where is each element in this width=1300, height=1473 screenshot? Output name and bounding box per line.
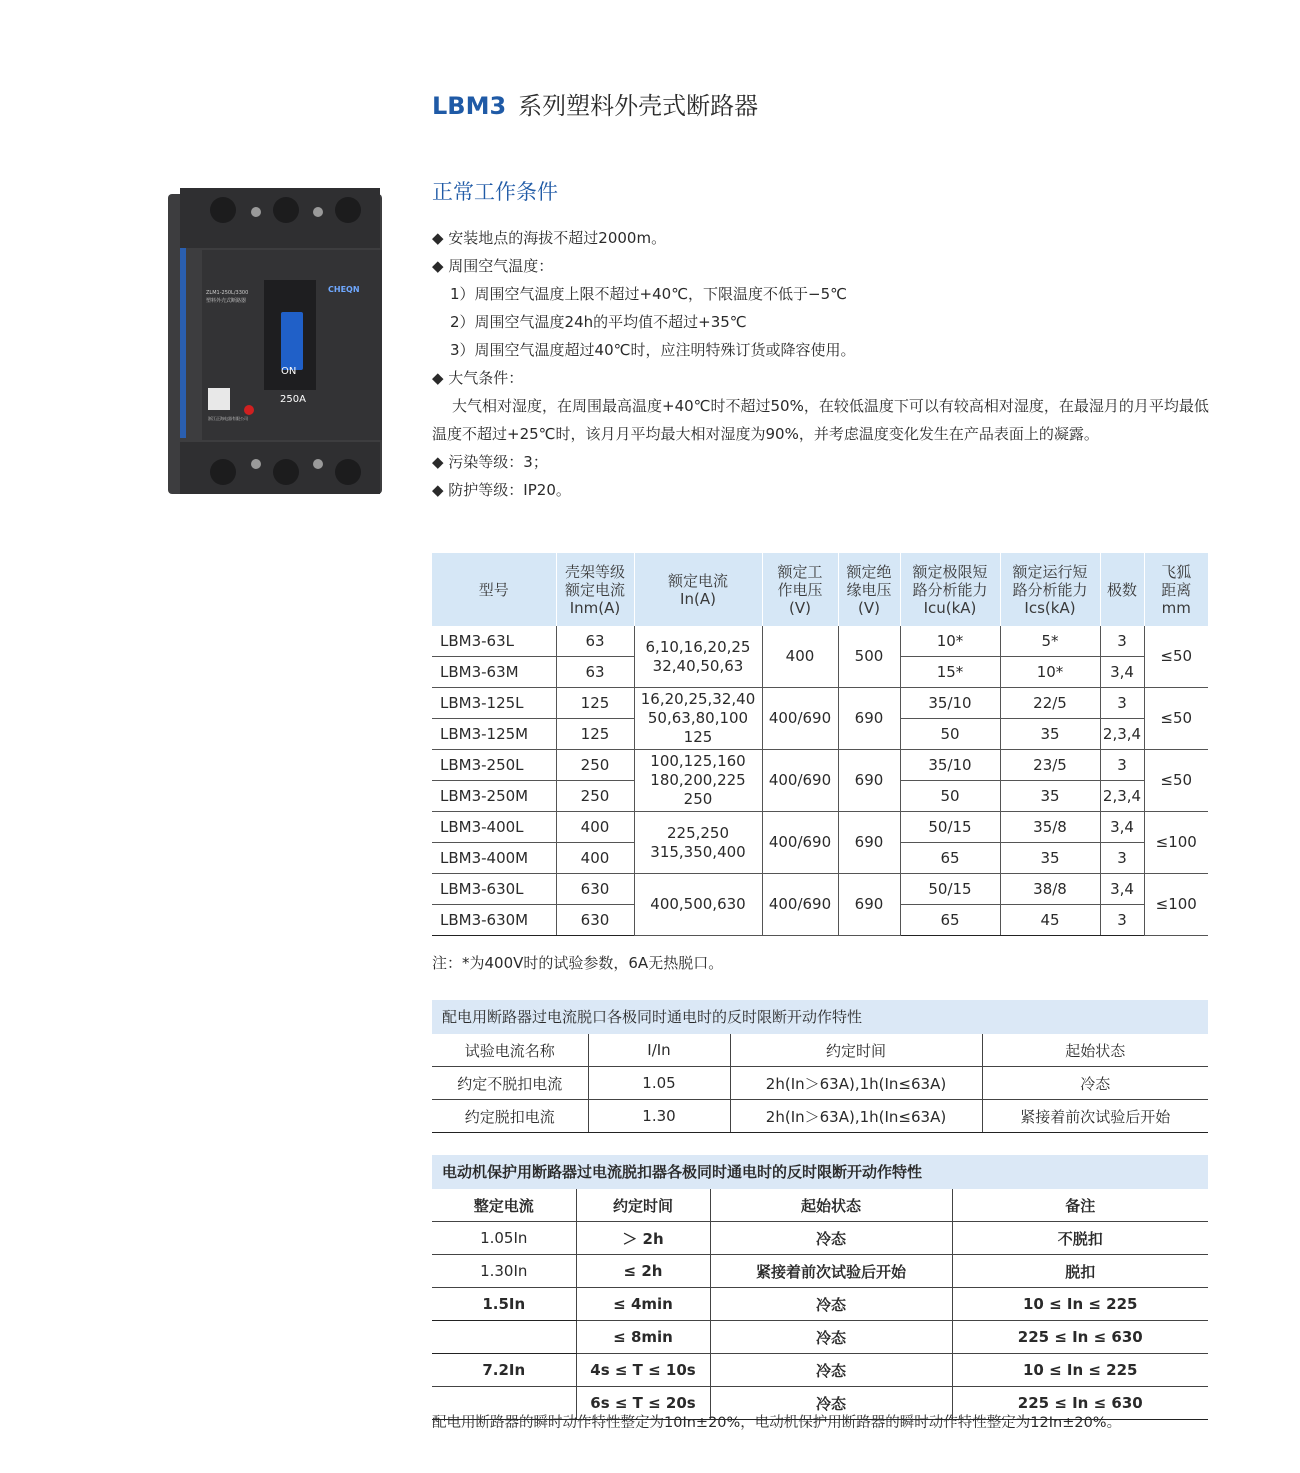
- spec-note: 注：*为400V时的试验参数，6A无热脱口。: [432, 954, 724, 972]
- spec-cell: LBM3-630M: [432, 905, 556, 936]
- table3-title: 电动机保护用断路器过电流脱扣器各极同时通电时的反时限断开动作特性: [432, 1155, 1208, 1189]
- table2-cell: 1.05: [588, 1067, 730, 1100]
- table-row: [432, 688, 1208, 719]
- table3-cell: 225 ≤ In ≤ 630: [952, 1321, 1208, 1354]
- condition-line: 1）周围空气温度上限不超过+40℃，下限温度不低于−5℃: [450, 285, 848, 303]
- spec-cell: ≤100: [1144, 874, 1208, 936]
- table3-cell: 不脱扣: [952, 1222, 1208, 1255]
- spec-cell: 10*: [1000, 657, 1100, 688]
- spec-cell: LBM3-250M: [432, 781, 556, 812]
- spec-cell: 400/690: [762, 750, 838, 812]
- breaker-product-image: [168, 188, 388, 496]
- table-row: [432, 812, 1208, 843]
- spec-header: 型号: [432, 553, 556, 626]
- spec-cell: 23/5: [1000, 750, 1100, 781]
- spec-cell: 690: [838, 812, 900, 874]
- table3-cell: 4s ≤ T ≤ 10s: [576, 1354, 710, 1387]
- spec-cell: ≤50: [1144, 688, 1208, 750]
- table3-cell: 7.2In: [432, 1354, 576, 1387]
- spec-table: [432, 553, 1208, 936]
- distribution-trip-table: [432, 1034, 1208, 1133]
- spec-header: 额定电流 In(A): [634, 553, 762, 626]
- table3-header-row: [432, 1189, 1208, 1222]
- table3-cell: 冷态: [710, 1387, 952, 1420]
- title-name: 系列塑料外壳式断路器: [518, 92, 759, 120]
- table3-cell: 冷态: [710, 1354, 952, 1387]
- spec-cell: 6,10,16,20,25 32,40,50,63: [634, 626, 762, 688]
- spec-cell: 250: [556, 781, 634, 812]
- table3-cell: 冷态: [710, 1288, 952, 1321]
- spec-cell: 35/10: [900, 750, 1000, 781]
- table3-cell: 1.5In: [432, 1288, 576, 1321]
- instant-trip-note: 配电用断路器的瞬时动作特性整定为10In±20%，电动机保护用断路器的瞬时动作特性整定为12In±20%。: [432, 1415, 1122, 1431]
- spec-cell: 630: [556, 905, 634, 936]
- spec-cell: LBM3-250L: [432, 750, 556, 781]
- table-row: [432, 1288, 1208, 1321]
- spec-cell: 63: [556, 657, 634, 688]
- table2-header: 起始状态: [982, 1034, 1208, 1067]
- spec-cell: 10*: [900, 626, 1000, 657]
- maker-label: 浙江正海电器有限公司: [208, 416, 248, 421]
- spec-header: 额定运行短 路分析能力 Ics(kA): [1000, 553, 1100, 626]
- spec-cell: 3: [1100, 750, 1144, 781]
- spec-cell: 225,250 315,350,400: [634, 812, 762, 874]
- spec-cell: LBM3-63M: [432, 657, 556, 688]
- table-row: [432, 1100, 1208, 1133]
- table2-cell: 紧接着前次试验后开始: [982, 1100, 1208, 1133]
- spec-cell: 630: [556, 874, 634, 905]
- table-row: [432, 874, 1208, 905]
- spec-cell: 35/8: [1000, 812, 1100, 843]
- table3-cell: 225 ≤ In ≤ 630: [952, 1387, 1208, 1420]
- spec-cell: 690: [838, 874, 900, 936]
- spec-cell: 50/15: [900, 812, 1000, 843]
- spec-header: 极数: [1100, 553, 1144, 626]
- label-sub: 塑料外壳式断路器: [206, 298, 247, 304]
- spec-cell: 35: [1000, 781, 1100, 812]
- spec-cell: 3: [1100, 688, 1144, 719]
- spec-header: 壳架等级 额定电流 Inm(A): [556, 553, 634, 626]
- table2-cell: 2h(In＞63A),1h(In≤63A): [730, 1067, 982, 1100]
- condition-line: ◆ 周围空气温度：: [432, 257, 554, 275]
- table3-cell: ＞ 2h: [576, 1222, 710, 1255]
- spec-cell: 35: [1000, 719, 1100, 750]
- table2-cell: 1.30: [588, 1100, 730, 1133]
- spec-cell: 63: [556, 626, 634, 657]
- table2-header: I/In: [588, 1034, 730, 1067]
- table-row: [432, 1321, 1208, 1354]
- spec-cell: 250: [556, 750, 634, 781]
- table3-cell: ≤ 8min: [576, 1321, 710, 1354]
- table2-header: 约定时间: [730, 1034, 982, 1067]
- table3-cell: 冷态: [710, 1222, 952, 1255]
- spec-cell: 125: [556, 719, 634, 750]
- conditions-list: [432, 224, 1212, 504]
- condition-paragraph: 大气相对湿度，在周围最高温度+40℃时不超过50%，在较低温度下可以有较高相对湿度，在最湿月的月平均最低温度不超过+25℃时，该月月平均最大相对湿度为90%，并考虑温度变化发生在产品表面上的凝露。: [432, 397, 1209, 443]
- table3-header: 约定时间: [576, 1189, 710, 1222]
- on-label: ON: [281, 366, 297, 377]
- condition-line: ◆ 安装地点的海拔不超过2000m。: [432, 229, 667, 247]
- spec-cell: 16,20,25,32,40 50,63,80,100 125: [634, 688, 762, 750]
- spec-cell: 3: [1100, 843, 1144, 874]
- spec-cell: 400/690: [762, 812, 838, 874]
- spec-cell: 50: [900, 781, 1000, 812]
- table3-cell: 1.05In: [432, 1222, 576, 1255]
- table3-header: 起始状态: [710, 1189, 952, 1222]
- table3-cell: 6s ≤ T ≤ 20s: [576, 1387, 710, 1420]
- spec-cell: 35: [1000, 843, 1100, 874]
- table3-cell: ≤ 4min: [576, 1288, 710, 1321]
- table3-header: 备注: [952, 1189, 1208, 1222]
- table3-cell: 1.30In: [432, 1255, 576, 1288]
- brand-label: CHEQN: [328, 285, 360, 294]
- spec-cell: 50/15: [900, 874, 1000, 905]
- spec-cell: 5*: [1000, 626, 1100, 657]
- spec-cell: 38/8: [1000, 874, 1100, 905]
- spec-cell: 500: [838, 626, 900, 688]
- title-model: LBM3: [432, 92, 507, 120]
- table2-cell: 2h(In＞63A),1h(In≤63A): [730, 1100, 982, 1133]
- spec-cell: LBM3-400M: [432, 843, 556, 874]
- table-row: [432, 1067, 1208, 1100]
- spec-header-row: [432, 553, 1208, 626]
- spec-cell: LBM3-125M: [432, 719, 556, 750]
- spec-cell: 22/5: [1000, 688, 1100, 719]
- spec-cell: ≤50: [1144, 626, 1208, 688]
- spec-cell: 3: [1100, 905, 1144, 936]
- spec-cell: 400/690: [762, 688, 838, 750]
- spec-cell: ≤50: [1144, 750, 1208, 812]
- spec-header: 额定绝 缘电压 (V): [838, 553, 900, 626]
- spec-cell: LBM3-400L: [432, 812, 556, 843]
- spec-cell: 400,500,630: [634, 874, 762, 936]
- spec-header: 额定极限短 路分析能力 Icu(kA): [900, 553, 1000, 626]
- spec-cell: 400/690: [762, 874, 838, 936]
- table3-cell: 10 ≤ In ≤ 225: [952, 1354, 1208, 1387]
- condition-line: ◆ 污染等级：3；: [432, 453, 548, 471]
- spec-cell: LBM3-630L: [432, 874, 556, 905]
- table2-cell: 约定脱扣电流: [432, 1100, 588, 1133]
- label-top: ZLM1-250L/3300: [206, 290, 249, 296]
- condition-line: 3）周围空气温度超过40℃时，应注明特殊订货或降容使用。: [450, 341, 856, 359]
- conditions-heading: 正常工作条件: [432, 180, 558, 204]
- spec-cell: 15*: [900, 657, 1000, 688]
- table3-cell: ≤ 2h: [576, 1255, 710, 1288]
- motor-trip-table: [432, 1189, 1208, 1420]
- spec-cell: 400: [556, 812, 634, 843]
- condition-line: ◆ 防护等级：IP20。: [432, 481, 571, 499]
- spec-header: 额定工 作电压 (V): [762, 553, 838, 626]
- spec-cell: LBM3-63L: [432, 626, 556, 657]
- spec-cell: 400: [762, 626, 838, 688]
- spec-cell: LBM3-125L: [432, 688, 556, 719]
- table2-cell: 冷态: [982, 1067, 1208, 1100]
- spec-cell: 3: [1100, 626, 1144, 657]
- spec-cell: 3,4: [1100, 874, 1144, 905]
- condition-line: 2）周围空气温度24h的平均值不超过+35℃: [450, 313, 747, 331]
- table3-cell: 10 ≤ In ≤ 225: [952, 1288, 1208, 1321]
- table3-header: 整定电流: [432, 1189, 576, 1222]
- table-row: [432, 626, 1208, 657]
- table2-title: 配电用断路器过电流脱口各极同时通电时的反时限断开动作特性: [432, 1000, 1208, 1034]
- table-row: [432, 750, 1208, 781]
- spec-cell: 2,3,4: [1100, 781, 1144, 812]
- spec-cell: 2,3,4: [1100, 719, 1144, 750]
- rating-label: 250A: [280, 394, 306, 405]
- spec-cell: ≤100: [1144, 812, 1208, 874]
- table3-cell: 紧接着前次试验后开始: [710, 1255, 952, 1288]
- spec-cell: 65: [900, 905, 1000, 936]
- spec-cell: 65: [900, 843, 1000, 874]
- table2-cell: 约定不脱扣电流: [432, 1067, 588, 1100]
- spec-cell: 100,125,160 180,200,225 250: [634, 750, 762, 812]
- table-row: [432, 1354, 1208, 1387]
- spec-cell: 125: [556, 688, 634, 719]
- condition-line: ◆ 大气条件：: [432, 369, 524, 387]
- table3-cell: 脱扣: [952, 1255, 1208, 1288]
- spec-cell: 400: [556, 843, 634, 874]
- table2-header-row: [432, 1034, 1208, 1067]
- table3-cell: [432, 1321, 576, 1354]
- spec-cell: 45: [1000, 905, 1100, 936]
- spec-cell: 35/10: [900, 688, 1000, 719]
- page-title: [432, 86, 758, 121]
- table-row: [432, 1222, 1208, 1255]
- spec-header: 飞狐 距离 mm: [1144, 553, 1208, 626]
- spec-cell: 3,4: [1100, 657, 1144, 688]
- spec-cell: 690: [838, 750, 900, 812]
- spec-cell: 3,4: [1100, 812, 1144, 843]
- spec-cell: 690: [838, 688, 900, 750]
- table3-cell: 冷态: [710, 1321, 952, 1354]
- spec-cell: 50: [900, 719, 1000, 750]
- table-row: [432, 1255, 1208, 1288]
- table2-header: 试验电流名称: [432, 1034, 588, 1067]
